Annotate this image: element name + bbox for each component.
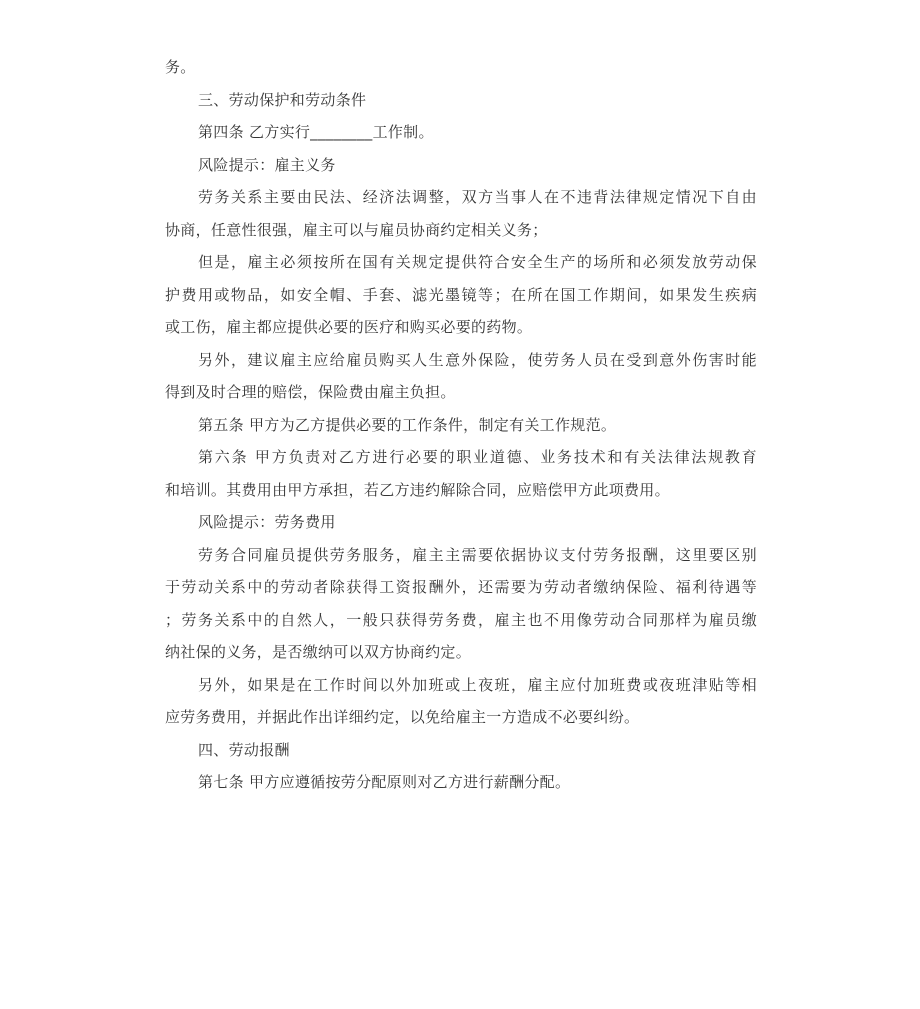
text-line: 三、劳动保护和劳动条件 bbox=[198, 90, 367, 109]
text-line: 四、劳动报酬 bbox=[198, 740, 290, 759]
text-line: 第五条 甲方为乙方提供必要的工作条件，制定有关工作规范。 bbox=[198, 415, 617, 434]
text-line: 另外，如果是在工作时间以外加班或上夜班，雇主应付加班费或夜班津贴等相 bbox=[198, 675, 757, 694]
text-line: 和培训。其费用由甲方承担，若乙方违约解除合同，应赔偿甲方此项费用。 bbox=[165, 480, 670, 499]
text-line: 于劳动关系中的劳动者除获得工资报酬外，还需要为劳动者缴纳保险、福利待遇等 bbox=[165, 578, 757, 596]
text-line: 第六条 甲方负责对乙方进行必要的职业道德、业务技术和有关法律法规教育 bbox=[198, 448, 757, 466]
text-line: ；劳务关系中的自然人，一般只获得劳务费，雇主也不用像劳动合同那样为雇员缴 bbox=[165, 610, 757, 629]
text-line: 纳社保的义务，是否缴纳可以双方协商约定。 bbox=[165, 643, 472, 661]
text-line: 第四条 乙方实行________工作制。 bbox=[198, 123, 434, 141]
document-body bbox=[165, 51, 757, 799]
text-line: 第七条 甲方应遵循按劳分配原则对乙方进行薪酬分配。 bbox=[198, 773, 571, 791]
text-line: 但是，雇主必须按所在国有关规定提供符合安全生产的场所和必须发放劳动保 bbox=[198, 253, 757, 271]
text-line: 风险提示：劳务费用 bbox=[198, 513, 336, 531]
text-line: 另外，建议雇主应给雇员购买人生意外保险，使劳务人员在受到意外伤害时能 bbox=[198, 350, 757, 369]
text-line: 护费用或物品，如安全帽、手套、滤光墨镜等；在所在国工作期间，如果发生疾病 bbox=[165, 285, 757, 304]
text-line: 务。 bbox=[165, 58, 196, 76]
text-line: 风险提示：雇主义务 bbox=[198, 155, 336, 174]
text-line: 得到及时合理的赔偿，保险费由雇主负担。 bbox=[165, 383, 456, 401]
text-line: 或工伤，雇主都应提供必要的医疗和购买必要的药物。 bbox=[165, 318, 533, 336]
text-line: 协商，任意性很强，雇主可以与雇员协商约定相关义务； bbox=[165, 220, 548, 239]
text-line: 应劳务费用，并据此作出详细约定，以免给雇主一方造成不必要纠纷。 bbox=[165, 708, 640, 726]
text-line: 劳务合同雇员提供劳务服务，雇主主需要依据协议支付劳务报酬，这里要区别 bbox=[198, 545, 757, 564]
text-line: 劳务关系主要由民法、经济法调整，双方当事人在不违背法律规定情况下自由 bbox=[198, 188, 757, 206]
